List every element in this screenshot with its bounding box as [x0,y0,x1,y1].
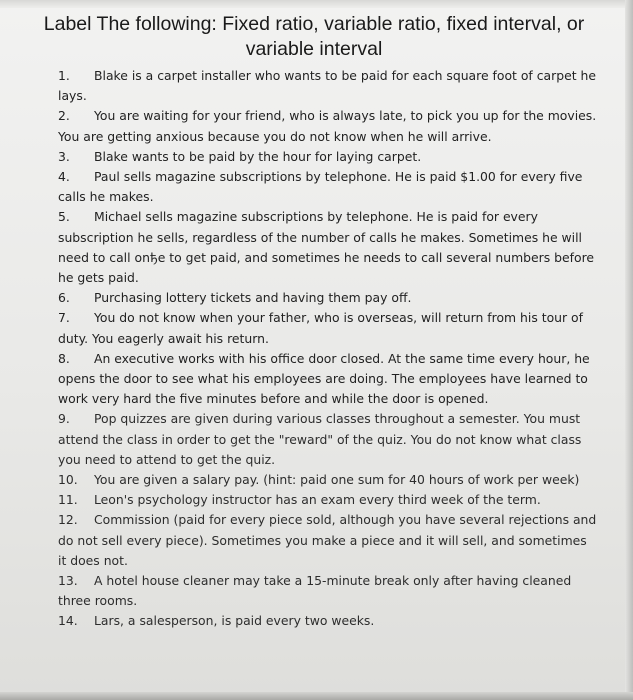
item-text: An executive works with his office door closed. At the same time every hour, he opens the door to see what his employees are doing. The employees have learned to work very hard the five minutes before and while the door is opened. [58,350,590,407]
item-number: 10. [58,472,78,488]
list-item [58,409,598,470]
item-text: Purchasing lottery tickets and having them pay off. [94,290,412,306]
item-text: Commission (paid for every piece sold, although you have several rejections and do not sell every piece). Sometimes you make a piece and it will sell, and sometimes it does not. [58,512,597,568]
item-number: 3. [58,148,70,164]
photo-bottom-edge [0,692,633,700]
item-number: 8. [58,350,70,366]
item-text: A hotel house cleaner may take a 15-minute break only after having cleaned three rooms. [58,573,572,609]
photo-top-edge [0,0,633,8]
item-text: Michael sells magazine subscriptions by telephone. He is paid for every subscription he sells, regardless of the number of calls he makes. Sometimes he will need to call onђe to get paid, and sometimes he needs to call several numbers before he gets paid. [58,209,595,286]
list-item [58,470,598,490]
item-number: 12. [58,512,78,528]
list-item [58,167,598,207]
page-title: Label The following: Fixed ratio, variable ratio, fixed interval, or variable interval [43,13,585,60]
item-text: Blake is a carpet installer who wants to be paid for each square foot of carpet he lays. [58,68,596,104]
list-item [58,510,598,571]
item-number: 5. [58,209,70,225]
list-item [58,571,598,611]
list-item [58,611,598,631]
item-number: 14. [58,613,78,629]
item-text: Leon's psychology instructor has an exam every third week of the term. [94,492,541,508]
item-number: 1. [58,68,70,83]
list-item [58,66,598,106]
item-text: You do not know when your father, who is overseas, will return from his tour of duty. You eagerly await his return. [58,310,583,346]
item-number: 6. [58,290,70,306]
item-text: Pop quizzes are given during various classes throughout a semester. You must attend the class in order to get the "reward" of the quiz. You do not know what class you need to attend to get the quiz. [58,411,582,467]
item-text: Blake wants to be paid by the hour for laying carpet. [94,148,422,164]
item-number: 4. [58,169,70,185]
item-text: You are given a salary pay. (hint: paid one sum for 40 hours of work per week) [94,472,580,488]
list-item [58,147,598,167]
item-text: Lars, a salesperson, is paid every two weeks. [94,613,375,629]
question-list [58,66,598,632]
item-text: Paul sells magazine subscriptions by telephone. He is paid $1.00 for every five calls he makes. [58,169,583,205]
list-item [58,207,598,288]
list-item [58,106,598,146]
list-item [58,349,598,410]
list-item [58,288,598,308]
list-item [58,490,598,510]
photo-right-edge [625,0,633,700]
item-number: 9. [58,411,70,427]
item-number: 2. [58,108,70,124]
list-item [58,308,598,348]
item-number: 7. [58,310,70,326]
item-text: You are waiting for your friend, who is always late, to pick you up for the movies. You are getting anxious because you do not know when he will arrive. [58,108,597,144]
item-number: 11. [58,492,78,508]
item-number: 13. [58,573,78,589]
